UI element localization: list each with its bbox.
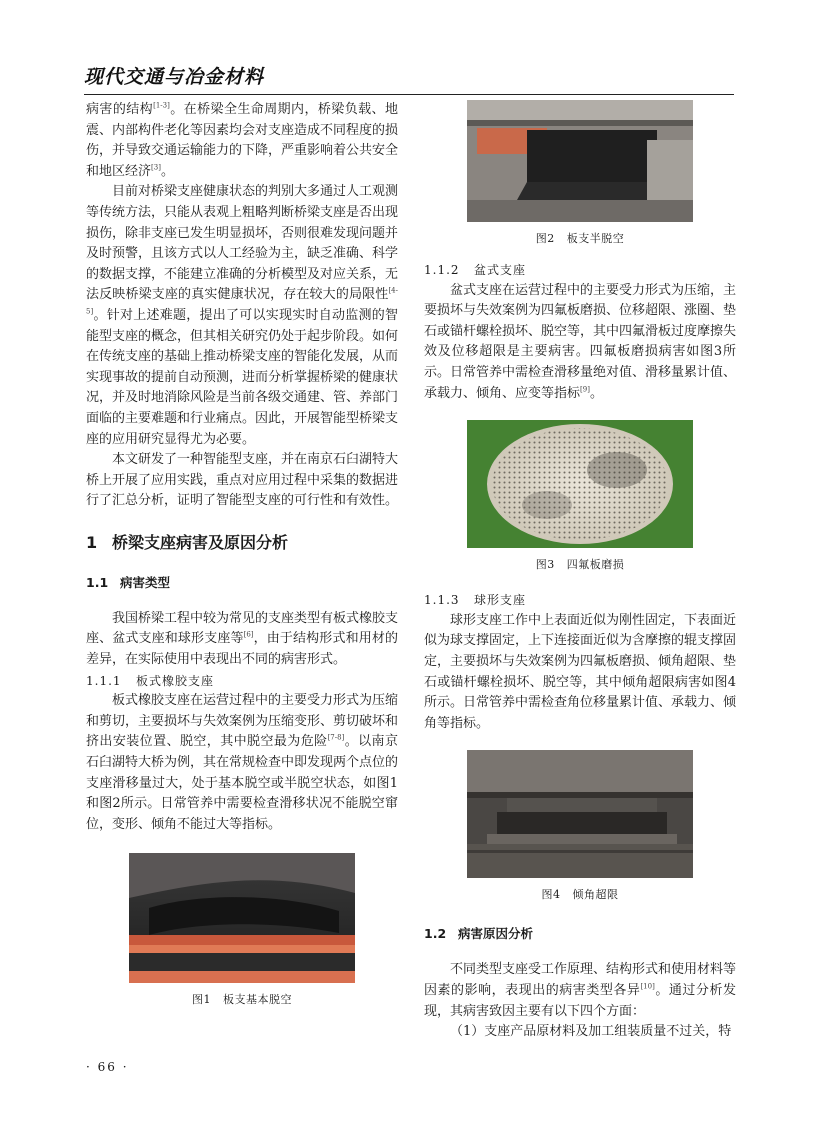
- header-rule: [84, 94, 734, 95]
- figure-1: [129, 853, 355, 1007]
- subsubsection-heading-1-1-2: 1.1.2 盆式支座: [424, 263, 527, 277]
- paragraph-2: 目前对桥梁支座健康状态的判别大多通过人工观测等传统方法，只能从表观上粗略判断桥梁支座是否出现损伤，除非支座已发生明显损坏，否则很难发现问题并及时预警，且该方式以人工经验为主，缺乏准确、科学的数据支撑，不能建立准确的分析模型及对应关系，无法反映桥梁支座的真实健康状况，存在较大的局限性[4-5]。针对上述难题，提出了可以实现实时自动监测的智能型支座的概念，但其相关研究仍处于起步阶段。如何在传统支座的基础上推动桥梁支座的智能化发展，从而实现事故的提前自动预测，进而分析掌握桥梁的健康状况，并及时地消除风险是当前各级交通建、管、养部门面临的主要难题和行业痛点。因此，开展智能型桥梁支座的应用研究显得尤为必要。: [86, 184, 399, 447]
- right-column: [424, 100, 736, 1043]
- page-number: · 66 ·: [86, 1060, 129, 1074]
- paragraph-3: 本文研发了一种智能型支座，并在南京石臼湖特大桥上开展了应用实践，重点对应用过程中采集的数据进行了汇总分析，证明了智能型支座的可行性和有效性。: [86, 452, 399, 509]
- figure-4: [467, 750, 693, 902]
- left-column: [86, 100, 398, 1007]
- figure-3-photo: [467, 420, 693, 548]
- subsubsection-heading-1-1-1: 1.1.1 板式橡胶支座: [86, 673, 215, 688]
- figure-4-photo: [467, 750, 693, 878]
- figure-2-photo: [467, 100, 693, 222]
- figure-2: [467, 100, 693, 246]
- figure-2-caption: 图2 板支半脱空: [535, 232, 625, 245]
- figure-1-photo: [129, 853, 355, 983]
- subsubsection-heading-1-1-3: 1.1.3 球形支座: [424, 593, 527, 608]
- paragraph-8: 不同类型支座受工作原理、结构形式和使用材料等因素的影响，表现出的病害类型各异[10]。通过分析发现，其病害致因主要有以下四个方面：: [424, 962, 737, 1019]
- figure-3-caption: 图3 四氟板磨损: [535, 558, 625, 572]
- subsection-heading-1-2: 1.2 病害原因分析: [424, 926, 534, 942]
- paragraph-4: 我国桥梁工程中较为常见的支座类型有板式橡胶支座、盆式支座和球形支座等[6]，由于结构形式和用材的差异，在实际使用中表现出不同的病害形式。: [86, 610, 399, 668]
- journal-logo: 现代交通与冶金材料: [84, 66, 265, 88]
- paragraph-5: 板式橡胶支座在运营过程中的主要受力形式为压缩和剪切，主要损坏与失效案例为压缩变形、剪切破坏和挤出安装位置、脱空，其中脱空最为危险[7-8]。以南京石臼湖特大桥为例，其在常规检查中即发现两个点位的支座滑移量过大，处于基本脱空或半脱空状态，如图1和图2所示。日常管养中需要检查滑移状况不能脱空窜位，变形、倾角不能过大等指标。: [86, 693, 399, 832]
- section-heading-1: 1 桥梁支座病害及原因分析: [86, 532, 289, 552]
- subsection-heading-1-1: 1.1 病害类型: [86, 574, 171, 590]
- paragraph-7: 球形支座工作中上表面近似为刚性固定，下表面近似为球支撑固定，上下连接面近似为含摩擦的辊支撑固定，主要损坏与失效案例为四氟板磨损、倾角超限、垫石或锚杆螺栓损坏、脱空等，其中倾角超限病害如图4所示。日常管养中需检查角位移量累计值、承载力、倾角等指标。: [424, 612, 737, 731]
- figure-4-caption: 图4 倾角超限: [541, 888, 619, 902]
- paragraph-9: （1）支座产品原材料及加工组装质量不过关，特: [450, 1024, 732, 1040]
- paragraph-1: 病害的结构[1-3]。在桥梁全生命周期内，桥梁负载、地震、内部构件老化等因素均会对支座造成不同程度的损伤，并导致交通运输能力的下降，严重影响着公共安全和地区经济[3]。: [86, 101, 399, 179]
- figure-1-caption: 图1 板支基本脱空: [192, 993, 292, 1007]
- figure-3: [467, 420, 693, 572]
- paragraph-6: 盆式支座在运营过程中的主要受力形式为压缩，主要损坏与失效案例为四氟板磨损、位移超限、涨圈、垫石或锚杆螺栓损坏、脱空等，其中四氟滑板过度摩擦失效及位移超限是主要病害。四氟板磨损病害如图3所示。日常管养中需检查滑移量绝对值、滑移量累计值、承载力、倾角、应变等指标[9]。: [424, 282, 737, 401]
